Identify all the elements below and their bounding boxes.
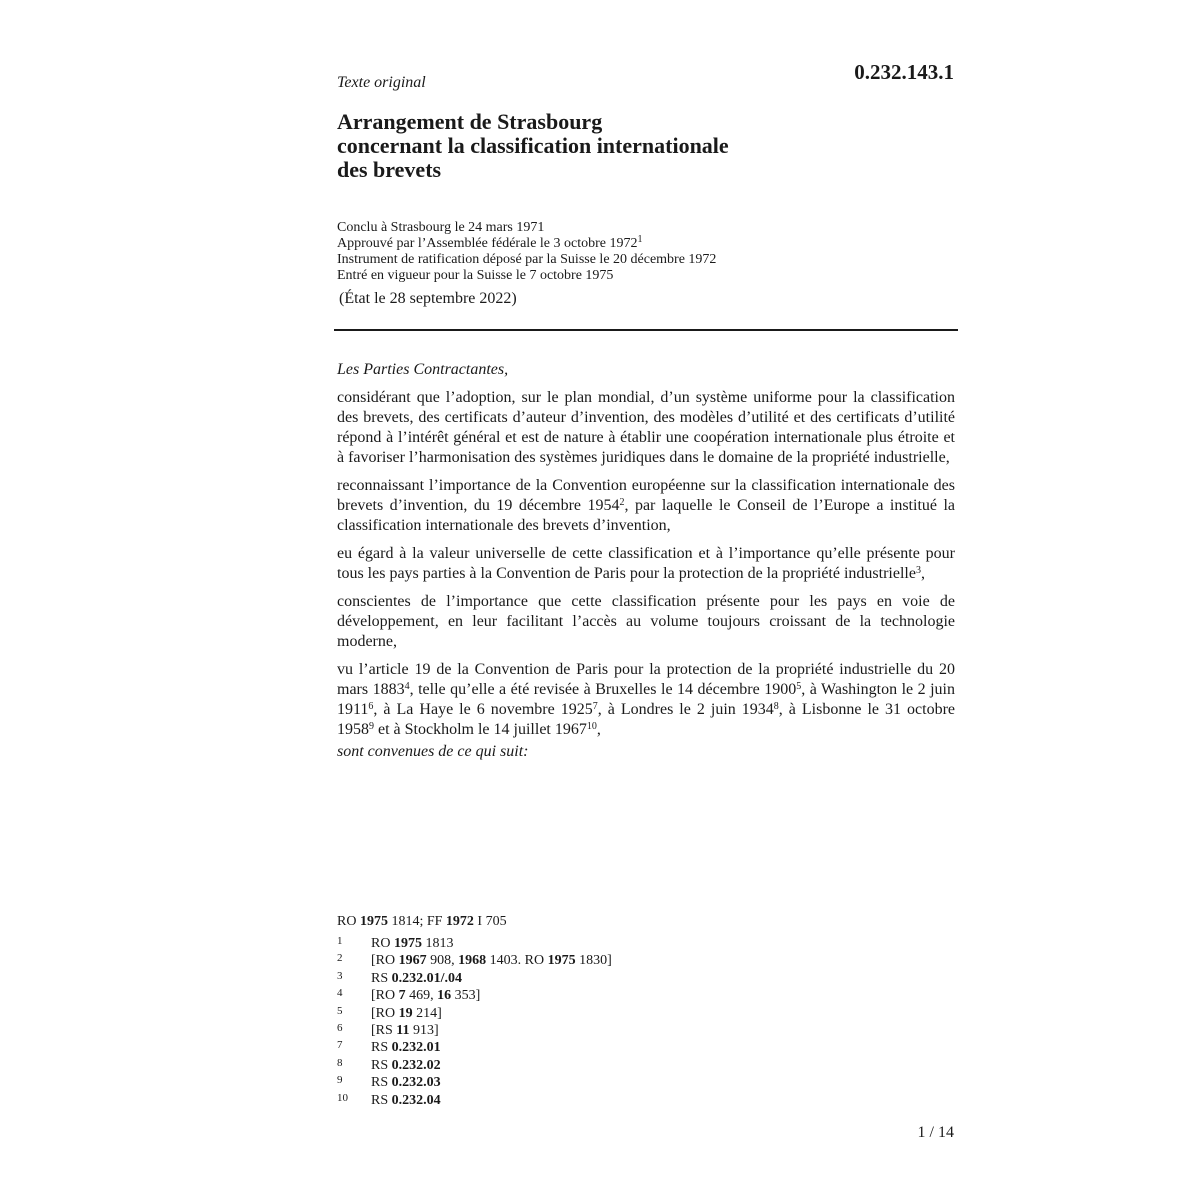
preamble xyxy=(337,360,955,770)
footnote-ref[interactable]: 8 xyxy=(773,701,779,712)
footnote-ref[interactable]: 7 xyxy=(592,701,598,712)
footnote-ref[interactable]: 2 xyxy=(619,497,625,508)
meta-approved: Approuvé par l’Assemblée fédérale le 3 octobre 1972$^1$ xyxy=(337,234,643,251)
meta-ratification: Instrument de ratification déposé par la Suisse le 20 décembre 1972 xyxy=(337,252,717,267)
meta-in-force: Entré en vigueur pour la Suisse le 7 octobre 1975 xyxy=(337,268,614,283)
meta-concluded: Conclu à Strasbourg le 24 mars 1971 xyxy=(337,220,545,235)
footnote-number: 2 xyxy=(337,952,343,965)
footnote-number: 5 xyxy=(337,1004,343,1017)
preamble-parties: Les Parties Contractantes, xyxy=(337,361,509,378)
footnote: 10 RS 0.232.04 xyxy=(337,1091,441,1108)
footnote: 2 [RO 1967 908, 1968 1403. RO 1975 1830] xyxy=(337,952,612,969)
title-line-2: concernant la classification internationale xyxy=(337,133,729,158)
footnote: 1 RO 1975 1813 xyxy=(337,935,454,951)
source-reference: RO 1975 1814; FF 1972 I 705 xyxy=(337,914,507,929)
title-line-1: Arrangement de Strasbourg xyxy=(337,109,603,134)
footnote-number: 4 xyxy=(337,987,343,1000)
footnote-ref[interactable]: 3 xyxy=(915,565,921,576)
document-page xyxy=(337,0,958,1200)
footnote: 4 [RO 7 469, 16 353] xyxy=(337,987,481,1004)
footnote-number: 10 xyxy=(337,1091,348,1104)
footnote-number: 6 xyxy=(337,1022,343,1035)
footnote: 7 RS 0.232.01 xyxy=(337,1039,441,1056)
document-title xyxy=(337,110,897,182)
footnote-ref[interactable]: 4 xyxy=(404,681,410,692)
footnote: 3 RS 0.232.01/.04 xyxy=(337,969,463,986)
meta-state: (État le 28 septembre 2022) xyxy=(339,290,517,307)
page-number: 1 / 14 xyxy=(917,1124,954,1141)
footnote-ref[interactable]: 9 xyxy=(369,721,374,732)
footnote-number: 8 xyxy=(337,1056,343,1069)
footnote-ref[interactable]: 10 xyxy=(586,721,597,732)
preamble-paragraph: conscientes de l’importance que cette classification présente pour les pays en voie de développement, en leur facilitant l’accès au volume toujours croissant de la technologie moderne, xyxy=(337,593,955,650)
footnote: 8 RS 0.232.02 xyxy=(337,1056,441,1073)
preamble-paragraph: reconnaissant l’importance de la Convention européenne sur la classification internationale des brevets d’invention, du 19 décembre 1954$^2$, par laquelle le Conseil de l’Europe a institué la classification internationale des brevets d’invention, xyxy=(337,477,956,534)
preamble-paragraph: considérant que l’adoption, sur le plan mondial, d’un système uniforme pour la classification des brevets, des certificats d’auteur d’invention, des modèles d’utilité et des certificats d’utilité répond à l’intérêt général et est de nature à établir une coopération internationale plus étroite et à favoriser l’harmonisation des systèmes juridiques dans le domaine de la propriété industrielle, xyxy=(337,389,955,466)
footnote-number: 9 xyxy=(337,1074,343,1087)
footnote-number: 1 xyxy=(337,935,343,947)
sr-number: 0.232.143.1 xyxy=(854,60,954,84)
footnote-ref[interactable]: 1 xyxy=(637,234,643,245)
footnotes xyxy=(337,934,612,1108)
preamble-closing: sont convenues de ce qui suit: xyxy=(337,743,529,760)
original-text-label: Texte original xyxy=(337,74,426,91)
divider xyxy=(334,329,958,331)
footnote-number: 7 xyxy=(337,1039,343,1052)
preamble-paragraph: eu égard à la valeur universelle de cette classification et à l’importance qu’elle présente pour tous les pays parties à la Convention de Paris pour la protection de la propriété industrielle$^3$, xyxy=(337,545,955,582)
footnote: 5 [RO 19 214] xyxy=(337,1004,442,1021)
footnote-ref[interactable]: 6 xyxy=(368,701,374,712)
preamble-paragraph: vu l’article 19 de la Convention de Paris pour la protection de la propriété industrielle du 20 mars 1883$^4$, telle qu’elle a été revisée à Bruxelles le 14 décembre 1900$^5$, à Washington le 2 juin 1911$^6$, à La Haye le 6 novembre 1925$^7$, à Londres le 2 juin 1934$^8$, à Lisbonne le 31 octobre 1958$^9$ et à Stockholm le 14 juillet 1967$^{10}$, xyxy=(337,661,956,738)
footnote: 6 [RS 11 913] xyxy=(337,1022,439,1039)
footnote-ref[interactable]: 5 xyxy=(796,681,802,692)
footnote: 9 RS 0.232.03 xyxy=(337,1074,441,1091)
document-metadata xyxy=(337,220,716,284)
footnote-number: 3 xyxy=(337,969,343,982)
title-line-3: des brevets xyxy=(337,157,442,182)
